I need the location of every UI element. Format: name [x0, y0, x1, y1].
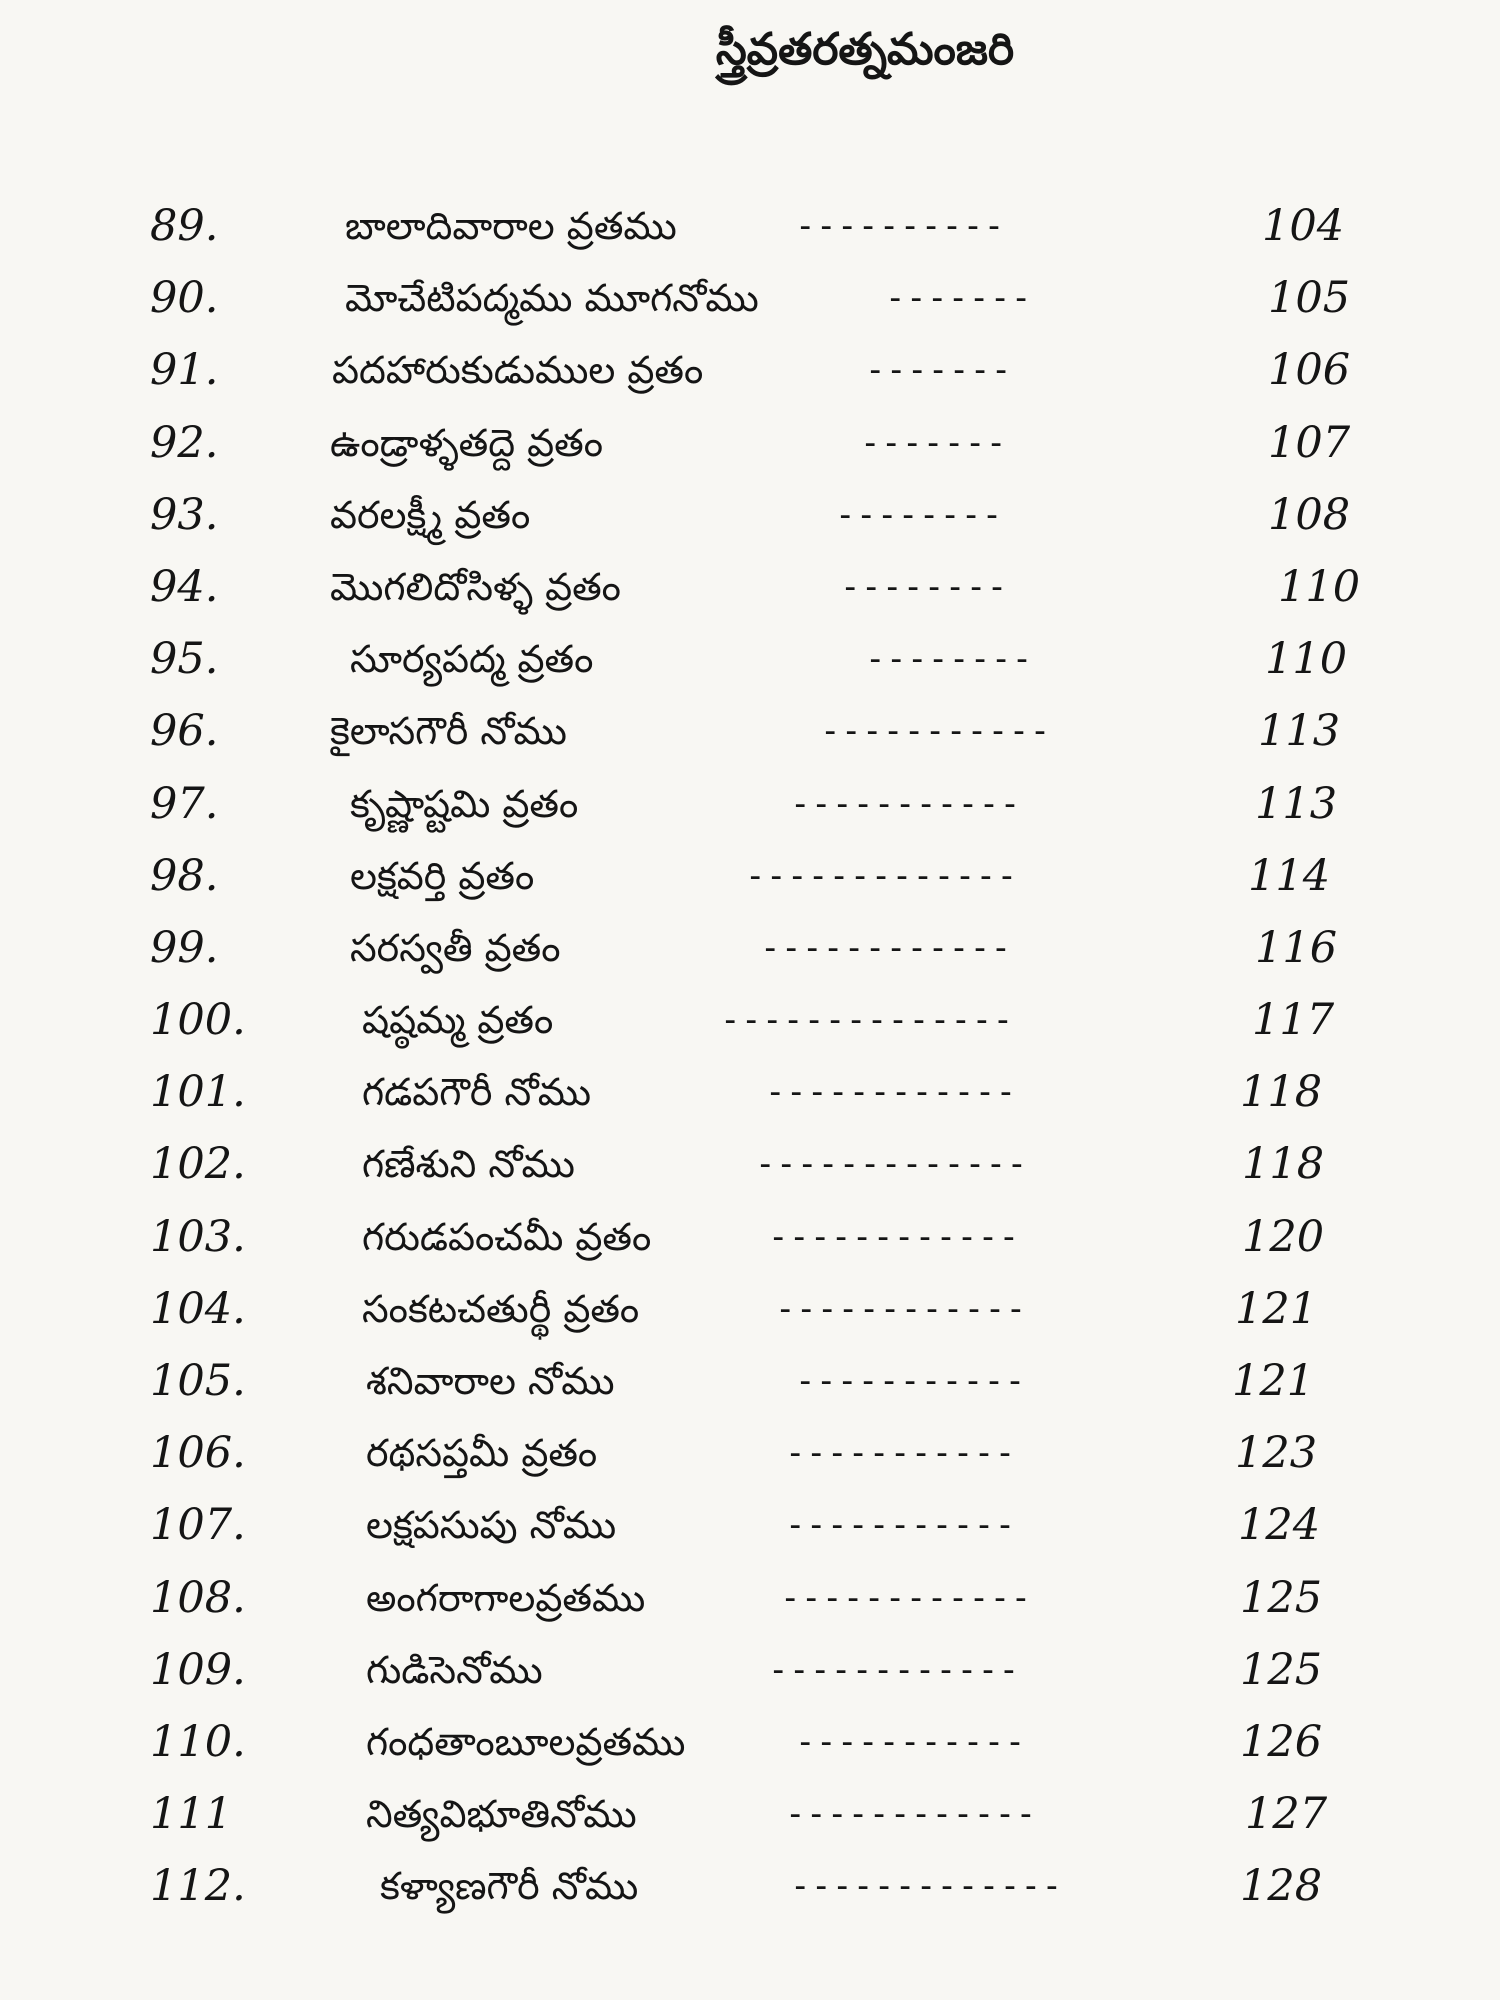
- entry-number: 92.: [150, 417, 219, 468]
- entry-page-number: 125: [1240, 1644, 1323, 1695]
- dot-leader: ------------: [760, 927, 1012, 968]
- entry-page-number: 117: [1252, 995, 1335, 1046]
- entry-number: 96.: [150, 706, 219, 757]
- entry-page-number: 107: [1268, 417, 1351, 468]
- entry-title: శనివారాల నోము: [366, 1359, 615, 1403]
- toc-row: [0, 1417, 1500, 1489]
- toc-row: [0, 1778, 1500, 1850]
- dot-leader: --------: [840, 566, 1008, 607]
- entry-number: 95.: [150, 634, 219, 685]
- entry-title: గంధతాంబూలవ్రతము: [366, 1719, 686, 1764]
- dot-leader: -------------: [755, 1144, 1028, 1185]
- table-of-contents: [0, 190, 1500, 1923]
- entry-title: పదహారుకుడుముల వ్రతం: [332, 348, 704, 393]
- dot-leader: ------------: [785, 1794, 1037, 1835]
- toc-row: [0, 334, 1500, 406]
- entry-number: 110.: [150, 1716, 246, 1767]
- toc-row: [0, 1850, 1500, 1922]
- dot-leader: ------------: [768, 1216, 1020, 1257]
- toc-row: [0, 1056, 1500, 1128]
- dot-leader: --------: [865, 639, 1033, 680]
- entry-number: 100.: [150, 995, 246, 1046]
- entry-title: సంకటచతుర్థీ వ్రతం: [362, 1286, 640, 1331]
- dot-leader: -------: [865, 350, 1012, 391]
- toc-row: [0, 695, 1500, 767]
- entry-page-number: 113: [1258, 706, 1341, 757]
- entry-title: గడపగౌరీ నోము: [362, 1070, 592, 1115]
- entry-title: లక్షవర్తి వ్రతం: [350, 853, 535, 898]
- dot-leader: -------------: [790, 1866, 1063, 1907]
- toc-row: [0, 984, 1500, 1056]
- dot-leader: -------: [885, 278, 1032, 319]
- entry-title: బాలాదివారాల వ్రతము: [345, 204, 677, 248]
- entry-page-number: 128: [1240, 1861, 1323, 1912]
- dot-leader: ------------: [765, 1072, 1017, 1113]
- entry-page-number: 120: [1242, 1211, 1325, 1262]
- dot-leader: --------: [835, 494, 1003, 535]
- toc-row: [0, 1345, 1500, 1417]
- entry-page-number: 105: [1268, 273, 1351, 324]
- dot-leader: ------------: [768, 1649, 1020, 1690]
- toc-row: [0, 262, 1500, 334]
- toc-row: [0, 1489, 1500, 1561]
- entry-title: నిత్యవిభూతినోము: [366, 1792, 637, 1837]
- toc-row: [0, 1706, 1500, 1778]
- entry-number: 106.: [150, 1428, 246, 1479]
- entry-title: మొగలిదోసిళ్ళ వ్రతం: [330, 564, 621, 609]
- entry-number: 99.: [150, 922, 219, 973]
- entry-page-number: 106: [1268, 345, 1351, 396]
- dot-leader: --------------: [720, 1000, 1014, 1041]
- entry-page-number: 121: [1232, 1356, 1315, 1406]
- page-title: స్త్రీవ్రతరత్నమంజరి: [715, 24, 1015, 75]
- entry-title: రథసప్తమీ వ్రతం: [366, 1431, 598, 1476]
- entry-number: 98.: [150, 850, 219, 901]
- entry-page-number: 108: [1268, 489, 1351, 540]
- entry-title: కైలాసగౌరీ నోము: [330, 709, 567, 754]
- dot-leader: ----------: [795, 206, 1005, 246]
- dot-leader: -----------: [795, 1361, 1026, 1401]
- entry-page-number: 110: [1265, 634, 1348, 685]
- entry-number: 103.: [150, 1211, 246, 1262]
- dot-leader: -----------: [785, 1505, 1016, 1546]
- entry-title: షష్ఠమ్మ వ్రతం: [362, 998, 554, 1043]
- entry-page-number: 124: [1238, 1500, 1321, 1551]
- entry-page-number: 104: [1262, 201, 1345, 251]
- entry-page-number: 121: [1235, 1283, 1318, 1334]
- entry-number: 94.: [150, 561, 219, 612]
- dot-leader: -------: [860, 422, 1007, 463]
- dot-leader: ------------: [775, 1288, 1027, 1329]
- entry-title: ఉండ్రాళ్ళతద్దె వ్రతం: [330, 420, 603, 465]
- entry-number: 112.: [150, 1861, 246, 1912]
- entry-number: 90.: [150, 273, 219, 324]
- entry-number: 104.: [150, 1283, 246, 1334]
- entry-title: గణేశుని నోము: [362, 1142, 575, 1187]
- dot-leader: -----------: [795, 1721, 1026, 1762]
- toc-row: [0, 623, 1500, 695]
- dot-leader: -----------: [820, 711, 1051, 752]
- entry-number: 111: [150, 1789, 233, 1840]
- entry-number: 108.: [150, 1572, 246, 1623]
- toc-row: [0, 1562, 1500, 1634]
- entry-number: 89.: [150, 201, 219, 251]
- entry-title: మోచేటిపద్మము మూగనోము: [345, 276, 759, 321]
- toc-row: [0, 912, 1500, 984]
- entry-page-number: 110: [1278, 561, 1361, 612]
- toc-row: [0, 551, 1500, 623]
- entry-title: అంగరాగాలవ్రతము: [366, 1575, 646, 1620]
- entry-title: గుడిసెనోము: [366, 1647, 543, 1692]
- dot-leader: ------------: [780, 1577, 1032, 1618]
- entry-page-number: 126: [1240, 1716, 1323, 1767]
- dot-leader: -------------: [745, 855, 1018, 896]
- toc-row: [0, 1128, 1500, 1200]
- toc-row: [0, 1273, 1500, 1345]
- entry-number: 101.: [150, 1067, 246, 1118]
- entry-number: 107.: [150, 1500, 246, 1551]
- entry-number: 93.: [150, 489, 219, 540]
- entry-number: 105.: [150, 1356, 246, 1406]
- entry-number: 109.: [150, 1644, 246, 1695]
- entry-title: కృష్ణాష్టమి వ్రతం: [350, 781, 579, 826]
- toc-row: [0, 479, 1500, 551]
- entry-number: 97.: [150, 778, 219, 829]
- entry-title: గరుడపంచమీ వ్రతం: [362, 1214, 652, 1259]
- entry-page-number: 114: [1248, 850, 1331, 901]
- toc-row: [0, 1201, 1500, 1273]
- entry-page-number: 123: [1235, 1428, 1318, 1479]
- dot-leader: -----------: [785, 1433, 1016, 1474]
- toc-row: [0, 1634, 1500, 1706]
- entry-page-number: 116: [1255, 922, 1338, 973]
- entry-page-number: 127: [1245, 1789, 1328, 1840]
- entry-page-number: 118: [1242, 1139, 1325, 1190]
- entry-page-number: 113: [1255, 778, 1338, 829]
- entry-title: సరస్వతీ వ్రతం: [350, 925, 561, 970]
- entry-page-number: 118: [1240, 1067, 1323, 1118]
- dot-leader: -----------: [790, 783, 1021, 824]
- toc-row: [0, 190, 1500, 262]
- toc-row: [0, 840, 1500, 912]
- entry-number: 102.: [150, 1139, 246, 1190]
- entry-title: లక్షపసుపు నోము: [366, 1503, 617, 1548]
- entry-page-number: 125: [1240, 1572, 1323, 1623]
- toc-row: [0, 768, 1500, 840]
- entry-title: కళ్యాణగౌరీ నోము: [380, 1864, 639, 1909]
- entry-title: వరలక్ష్మీ వ్రతం: [330, 492, 531, 537]
- entry-number: 91.: [150, 345, 219, 396]
- toc-row: [0, 407, 1500, 479]
- entry-title: సూర్యపద్మ వ్రతం: [350, 637, 594, 682]
